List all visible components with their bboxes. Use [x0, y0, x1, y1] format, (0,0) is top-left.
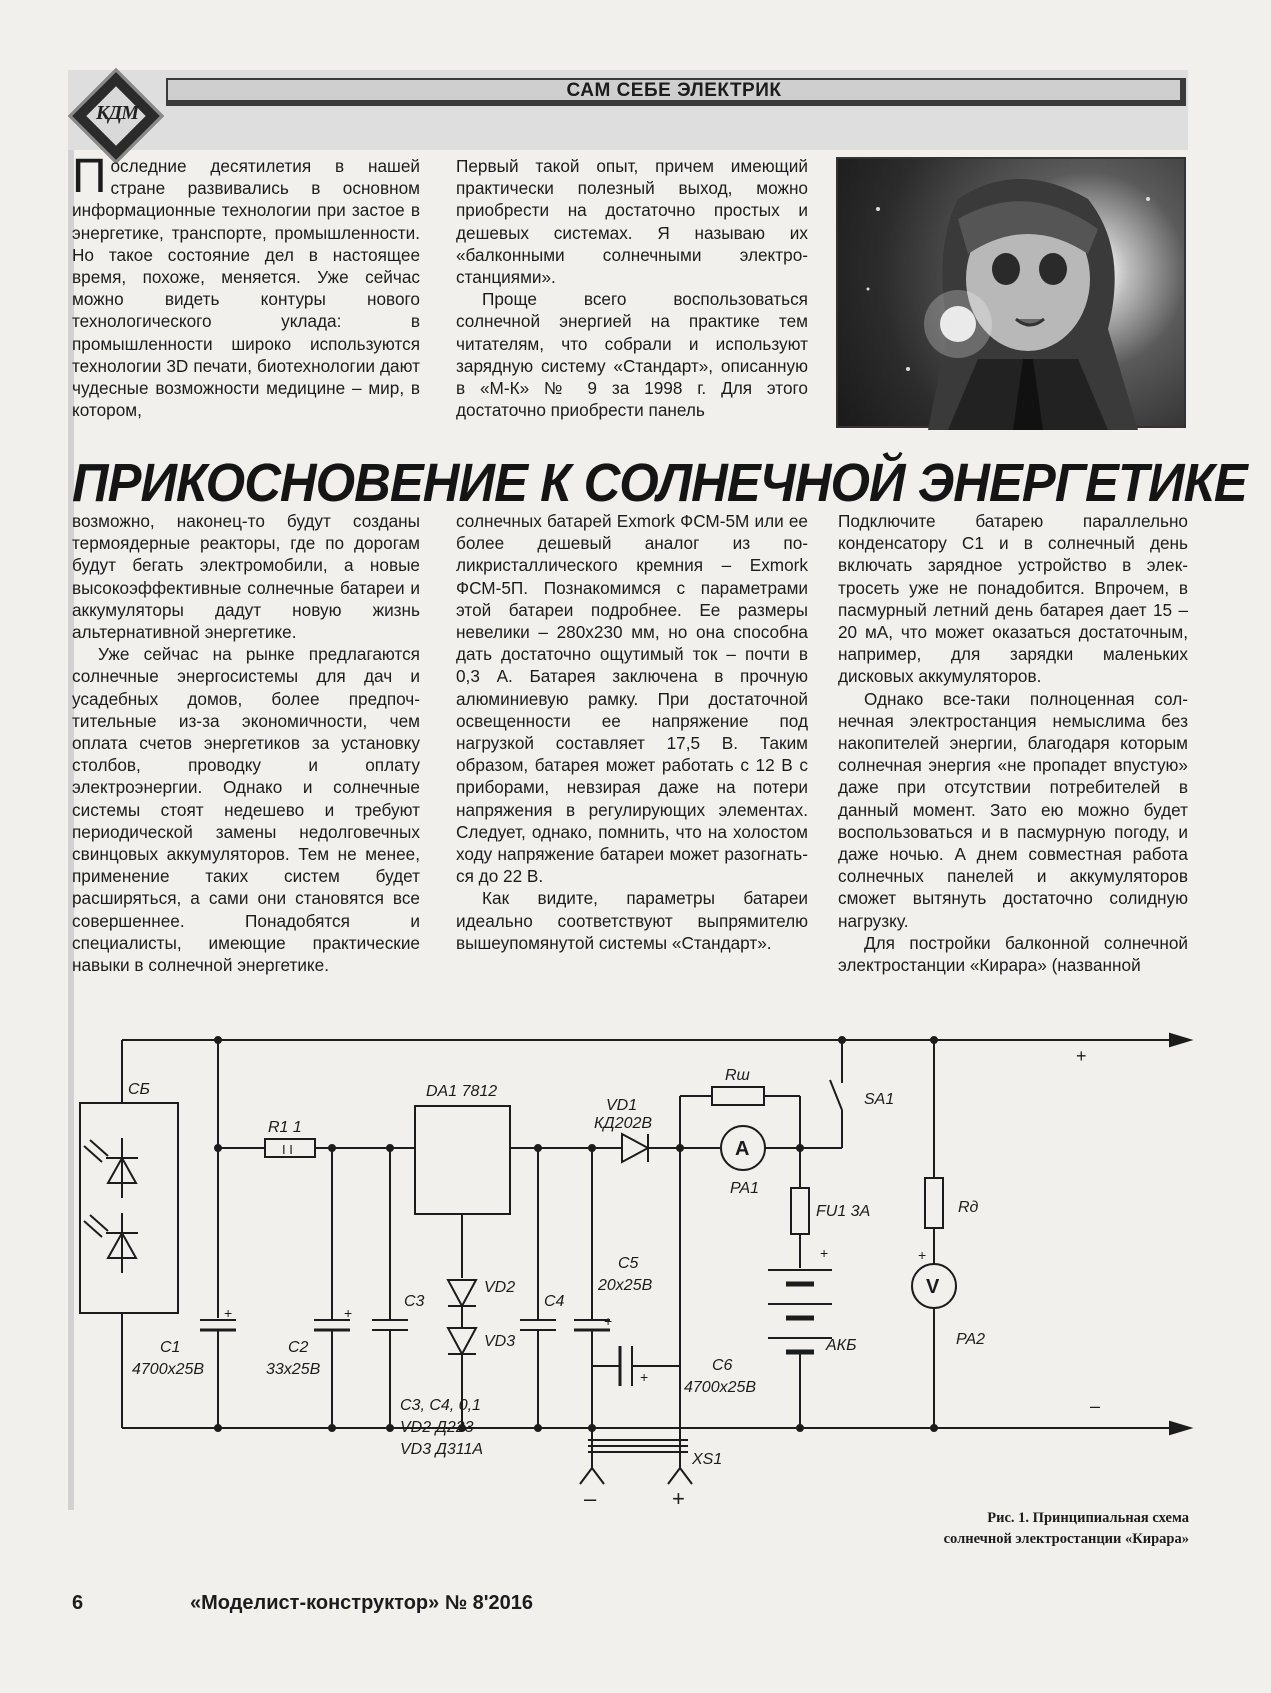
- label-pa2: PA2: [956, 1331, 986, 1348]
- body-column-2: [456, 510, 808, 954]
- label-note-vd2: VD2 Д223: [400, 1419, 474, 1436]
- negative-arrow: [1170, 1422, 1190, 1434]
- label-vd1-type: КД202В: [594, 1115, 653, 1132]
- positive-arrow: [1170, 1034, 1190, 1046]
- regulator-da1: [415, 1106, 510, 1214]
- intro-col2-p2: Проще всего воспользоваться солнечной энергией на практике тем читателям, что собрали и используют зарядную систему «Стандарт», описанную в «М-К» № 9 за 1998 г. Для этого достаточно приобрести панель: [456, 289, 808, 421]
- label-sa1: SA1: [864, 1091, 895, 1108]
- label-note-vd3: VD3 Д311А: [400, 1441, 484, 1458]
- anime-illustration: [836, 157, 1186, 428]
- resistor-rd: [925, 1178, 943, 1228]
- label-plus-rail: +: [1076, 1046, 1087, 1066]
- label-vd3: VD3: [484, 1333, 516, 1350]
- label-vd2: VD2: [484, 1279, 516, 1296]
- fuse-fu1: [791, 1188, 809, 1234]
- label-c2: C2: [288, 1339, 309, 1356]
- label-c4: C4: [544, 1293, 565, 1310]
- label-note-c3-c4: C3, C4, 0,1: [400, 1397, 481, 1414]
- label-c2-plus: +: [344, 1305, 353, 1321]
- photodiode-2: [84, 1213, 138, 1273]
- body-col3-p3: Для постройки балконной солнечной электростанции «Кирара» (названной: [838, 932, 1188, 976]
- shunt-rsh: [712, 1087, 764, 1105]
- caption-line-2: солнечной электростанции «Кирара»: [943, 1531, 1189, 1547]
- magazine-issue: «Моделист-конструктор» № 8'2016: [190, 1592, 534, 1614]
- ammeter-symbol: A: [735, 1138, 750, 1160]
- label-c1-value: 4700х25В: [132, 1361, 205, 1378]
- label-c3: C3: [404, 1293, 425, 1310]
- label-xs1-plus: +: [672, 1486, 685, 1511]
- label-c5: C5: [618, 1255, 639, 1272]
- body-col3-p1: Подключите батарею параллельно конденсатору С1 и в солнечный день включать зарядное устройство в электросеть уже не понадобится. Впрочем, в пасмурный летний день батарея дает 15 – 20 мА, что может оказаться достаточным, например, для зарядки маленьких дисковых аккумуляторов.: [838, 511, 1188, 687]
- label-xs1-minus: –: [584, 1486, 597, 1511]
- intro-col1-text: оследние десятилетия в нашей стране развивались в основном информационные технологии при застое в энергетике, транспорте, промышленности. Но такое состояние дел в настоящее время, похоже, меняется. Уже сейчас можно видеть контуры нового технологического уклада: в промышленности широко используются технологии 3D печати, биотехнологии дают чудесные возможности медицине – мир, в котором,: [72, 156, 420, 421]
- page-number: 6: [72, 1592, 84, 1614]
- label-c5-value: 20х25В: [598, 1277, 653, 1294]
- label-vd1: VD1: [606, 1097, 638, 1114]
- label-da1: DA1 7812: [426, 1083, 498, 1100]
- caption-line-1: Рис. 1. Принципиальная схема: [987, 1510, 1189, 1526]
- label-rd: Rд: [958, 1199, 979, 1216]
- label-c6-plus: +: [640, 1369, 649, 1385]
- intro-column-2: [456, 155, 808, 421]
- body-column-1: [72, 510, 420, 976]
- label-c1: C1: [160, 1339, 181, 1356]
- battery-akb: [768, 1270, 832, 1352]
- body-col1-p2: Уже сейчас на рынке предлагаются солнечные энергосистемы для дач и усадебных домов, более предпочтительные из-за экономичности, чем оплата счетов энергетиков за установку столбов, проводку и оплату электроэнергии. Однако и солнечные системы стоят недешево и требуют периодической замены недолговечных свинцовых аккумуляторов. Тем не менее, применение таких систем будет расширяться, а сами они становятся все совершеннее. Понадобятся и специалисты, имеющие практические навыки в солнечной энергетике.: [72, 644, 420, 976]
- label-akb: АКБ: [826, 1337, 857, 1354]
- label-c5-plus: +: [604, 1313, 613, 1329]
- label-c6: C6: [712, 1357, 733, 1374]
- body-col1-p1: возможно, наконец-то будут созданы термоядерные реакторы, где по дорогам будут бегать электромобили, а новые высокоэффективные солнечные батареи и аккумуляторы дадут новую жизнь альтернативной энергетике.: [72, 511, 420, 643]
- label-c6-value: 4700х25В: [684, 1379, 757, 1396]
- article-headline: ПРИКОСНОВЕНИЕ К СОЛНЕЧНОЙ ЭНЕРГЕТИКЕ: [72, 453, 1247, 513]
- label-c1-plus: +: [224, 1305, 233, 1321]
- label-sb: СБ: [128, 1081, 150, 1098]
- figure-caption: [893, 1508, 1189, 1550]
- intro-col2-p1: Первый такой опыт, причем имеющий практически полезный выход, можно приобрести на достаточно простых и дешевых системах. Я называю их «балконными солнечными электростанциями».: [456, 156, 808, 288]
- label-xs1: XS1: [692, 1451, 723, 1468]
- label-pa1: PA1: [730, 1180, 760, 1197]
- diode-vd3: [448, 1328, 476, 1354]
- body-col3-p2: Однако все-таки полноценная солнечная электростанция немыслима без накопителей энергии, благодаря которым солнечная энергия «не пропадет впустую» даже при отсутствии потребителей в данный момент. Зато ею можно будет воспользоваться и в пасмурную погоду, и даже ночью. А днем совместная работа солнечных панелей и аккумуляторов сможет вытянуть достаточно солидную нагрузку.: [838, 688, 1188, 931]
- label-r1: R1 1: [268, 1119, 302, 1136]
- photodiode-1: [84, 1138, 138, 1198]
- label-fu1: FU1 3A: [816, 1203, 871, 1220]
- body-col2-p1: солнечных батарей Exmork ФСМ-5М или ее более дешевый аналог из поликристаллического кремния – Exmork ФСМ-5П. Познакомимся с параметрами этой батареи подробнее. Ее размеры невелики – 280х230 мм, но она способна дать достаточно ощутимый ток – почти в 0,3 А. Батарея заключена в прочную алюминиевую рамку. При достаточной освещенности ее напряжение под нагрузкой составляет 17,5 В. Таким образом, батарея может работать с 12 В с приборами, невзирая даже на потери напряжения в регулирующих элементах. Следует, однако, помнить, что на холостом ходу напряжение батареи может разогнаться до 22 В.: [456, 511, 808, 887]
- label-c2-value: 33х25В: [266, 1361, 321, 1378]
- circuit-diagram: [60, 1028, 1200, 1511]
- body-column-3: [838, 510, 1188, 976]
- intro-column-1: [72, 150, 420, 421]
- diode-vd1: [622, 1134, 648, 1162]
- diode-vd2: [448, 1280, 476, 1306]
- switch-sa1: [830, 1080, 842, 1110]
- section-title: САМ СЕБЕ ЭЛЕКТРИК: [166, 78, 1186, 106]
- illustration-svg: [838, 159, 1188, 430]
- label-akb-plus: +: [820, 1245, 829, 1261]
- dropcap: П: [72, 150, 107, 203]
- voltmeter-symbol: V: [926, 1276, 940, 1298]
- label-rsh: Rш: [725, 1067, 750, 1084]
- logo-text: КДМ: [95, 102, 138, 124]
- solar-battery: [80, 1103, 178, 1313]
- body-col2-p2: Как видите, параметры батареи идеально соответствуют выпрямителю вышеупомянутой системы «Стандарт».: [456, 888, 808, 953]
- label-minus-rail: –: [1090, 1396, 1101, 1416]
- label-pa2-plus: +: [918, 1247, 927, 1263]
- label-r1-body: I I: [282, 1142, 293, 1157]
